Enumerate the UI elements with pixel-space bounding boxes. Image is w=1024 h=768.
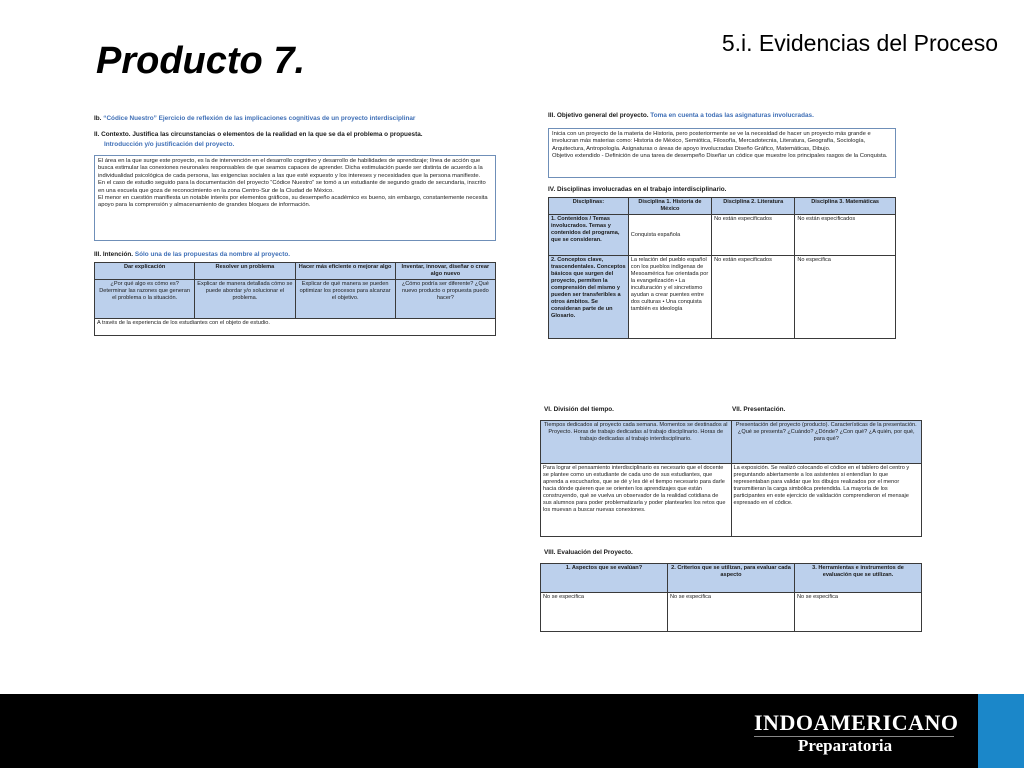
table-row: [549, 215, 896, 256]
table-cell: No se especifica: [795, 593, 922, 632]
table-cell: No se especifica: [541, 593, 668, 632]
context-sub: Introducción y/o justificación del proyecto.: [104, 141, 235, 148]
table-row: [95, 263, 496, 280]
table-cell: Conquista española: [628, 215, 711, 256]
table-cell: No se especifica: [668, 593, 795, 632]
table-cell: ¿Cómo podría ser diferente? ¿Qué nuevo producto o propuesta puedo hacer?: [395, 280, 495, 319]
table-cell: Explicar de qué manera se pueden optimizar los procesos para alcanzar el objetivo.: [295, 280, 395, 319]
presentation-title: VII. Presentación.: [732, 406, 786, 413]
table-header: Presentación del proyecto (producto). Características de la presentación. ¿Qué se presenta? ¿Cuándo? ¿Dónde? ¿Con qué? ¿A quién, por qué, para qué?: [731, 421, 922, 464]
evaluation-table: [540, 563, 922, 632]
intent-heading: [94, 251, 496, 259]
table-row: [549, 198, 896, 215]
context-paragraph-1: El área en la que surge este proyecto, es la de intervención en el desarrollo cognitivo y desarrollo de habilidades de aprendizaje; línea de acción que busca estimular las conexiones neuronales responsables de que seamos capaces de aprender. Dicha estimulación puede ser distinta de acuerdo a la individualidad psicológica de cada persona, las exigencias sociales a las que esté expuesto y los intereses y necesidades que la persona manifieste.: [98, 158, 483, 179]
context-paragraph-2: En el caso de estudio seguido para la documentación del proyecto “Códice Nuestro” se tomó a un estudiante de segundo grado de secundaria, inscrito en una escuela que goza de reconocimiento en la zona Centro-Sur de la Ciudad de México.: [98, 180, 486, 194]
panel-time-presentation: [540, 406, 922, 632]
disciplines-heading: IV. Disciplinas involucradas en el trabajo interdisciplinario.: [548, 186, 727, 193]
table-row: [541, 593, 922, 632]
intent-table: [94, 262, 496, 336]
intent-title: III. Intención.: [94, 251, 134, 258]
slide-title: Producto 7.: [96, 40, 306, 82]
table-cell: No están especificados: [795, 215, 896, 256]
slide-subtitle: 5.i. Evidencias del Proceso: [721, 30, 998, 56]
table-header: Hacer más eficiente o mejorar algo: [295, 263, 395, 280]
table-cell: No especifica: [795, 256, 896, 339]
objective-heading: [548, 112, 896, 120]
table-cell: La relación del pueblo español con los pueblos indígenas de Mesoamérica fue orientada por la evangelización • La inculturación y el sincretismo ayudan a crear puentes entre dos culturas • Una conquista también es ideología: [628, 256, 711, 339]
objective-box: [548, 128, 896, 178]
table-cell: ¿Por qué algo es cómo es? Determinar las razones que generan el problema o la situación.: [95, 280, 195, 319]
table-cell: No están especificados: [712, 215, 795, 256]
table-row: [541, 464, 922, 537]
table-cell: 2. Conceptos clave, trascendentales. Conceptos básicos que surgen del proyecto, permiten la comprensión del mismo y pueden ser transferibles a otros ámbitos. Se consideran parte de un Glosario.: [549, 256, 629, 339]
table-row: [541, 564, 922, 593]
table-cell: La exposición. Se realizó colocando el códice en el tablero del centro y preguntando abiertamente a los asistentes si entendían lo que representaban para validar que los dibujos realizados por el menor transmitieran la carga simbólica pretendida. La mayoría de los participantes en este ejercicio de validación comprendieron el mensaje expresado en el códice.: [731, 464, 922, 537]
time-presentation-headings: [540, 406, 922, 418]
table-row: [549, 256, 896, 339]
table-row: [541, 421, 922, 464]
table-cell: No están especificados: [712, 256, 795, 339]
table-cell: Para lograr el pensamiento interdisciplinario es necesario que el docente se plantee como un estudiante de cada uno de sus estudiantes, que aprenda a escucharlos, que se dé y les dé el tiempo necesario para darle hacia dónde quieren que se orienten los aprendizajes que están construyendo, qué se vuelva un observador de la realidad cotidiana de sus alumnos para poder problematizarla y poder plantearles los retos que los muevan a buscar nuevas conexiones.: [541, 464, 732, 537]
table-header: Inventar, innovar, diseñar o crear algo nuevo: [395, 263, 495, 280]
table-header: Resolver un problema: [195, 263, 295, 280]
intent-text: Sólo una de las propuestas da nombre al proyecto.: [134, 251, 291, 258]
table-header: Tiempos dedicados al proyecto cada semana. Momentos se destinados al Proyecto. Horas de trabajo dedicadas al trabajo disciplinario. Horas de trabajo dedicadas al trabajo interdisciplinario.: [541, 421, 732, 464]
table-header: Disciplina 3. Matemáticas: [795, 198, 896, 215]
context-paragraph-3: El menor en cuestión manifiesta un notable interés por elementos gráficos, su desempeño académico es bueno, sin embargo, constantemente necesita apoyo para la comprensión y almacenamiento de grandes bloques de información.: [98, 195, 488, 209]
table-row: [95, 280, 496, 319]
table-header: Disciplina 1. Historia de México: [628, 198, 711, 215]
table-header: 1. Aspectos que se evalúan?: [541, 564, 668, 593]
footer-accent-stripe: [978, 694, 1024, 768]
heading-text: “Códice Nuestro” Ejercicio de reflexión de las implicaciones cognitivas de un proyecto interdisciplinar: [103, 115, 416, 122]
table-header: Dar explicación: [95, 263, 195, 280]
evaluation-heading: VIII. Evaluación del Proyecto.: [544, 549, 633, 556]
context-title: II. Contexto.: [94, 131, 131, 138]
table-cell: Explicar de manera detallada cómo se puede abordar y/o solucionar el problema.: [195, 280, 295, 319]
heading-prefix: Ib.: [94, 115, 102, 122]
objective-note: Toma en cuenta a todas las asignaturas involucradas.: [650, 112, 814, 119]
panel-objective-disciplines: [548, 112, 896, 339]
objective-paragraph-2: Objetivo extendido - Definición de una tarea de desempeño Diseñar un códice que muestre los principales rasgos de la Conquista.: [552, 153, 888, 160]
logo-wordmark: INDOAMERICANO: [754, 710, 959, 735]
context-box: [94, 155, 496, 241]
table-header: 3. Herramientas e instrumentos de evaluación que se utilizan.: [795, 564, 922, 593]
table-row: [95, 319, 496, 336]
objective-title: III. Objetivo general del proyecto.: [548, 112, 649, 119]
panel-heading: [94, 115, 496, 123]
table-header: Disciplinas:: [549, 198, 629, 215]
table-header: 2. Criterios que se utilizan, para evaluar cada aspecto: [668, 564, 795, 593]
context-heading: [94, 131, 496, 139]
objective-paragraph-1: Inicia con un proyecto de la materia de Historia, pero posteriormente se ve la necesidad de hacer un proyecto más grande e involucran más materias como: Historia de México, Semiótica, Filosofía, Mercadotecnia, Literatura, Geografía, Sociología, Arquitectura, Antropología. Asignaturas o áreas de apoyo involucradas Diseño Gráfico, Matemáticas, Dibujo.: [552, 131, 871, 152]
table-footer-cell: A través de la experiencia de los estudiantes con el objeto de estudio.: [95, 319, 496, 336]
time-division-title: VI. División del tiempo.: [544, 406, 614, 413]
context-text: Justifica las circunstancias o elementos de la realidad en la que se da el problema o propuesta.: [132, 131, 423, 138]
disciplines-table: [548, 197, 896, 339]
logo-subtitle: Preparatoria: [798, 736, 893, 755]
panel-context-intent: [94, 115, 496, 336]
table-cell: 1. Contenidos / Temas involucrados. Temas y contenidos del programa, que se consideran.: [549, 215, 629, 256]
table-header: Disciplina 2. Literatura: [712, 198, 795, 215]
time-presentation-table: [540, 420, 922, 537]
